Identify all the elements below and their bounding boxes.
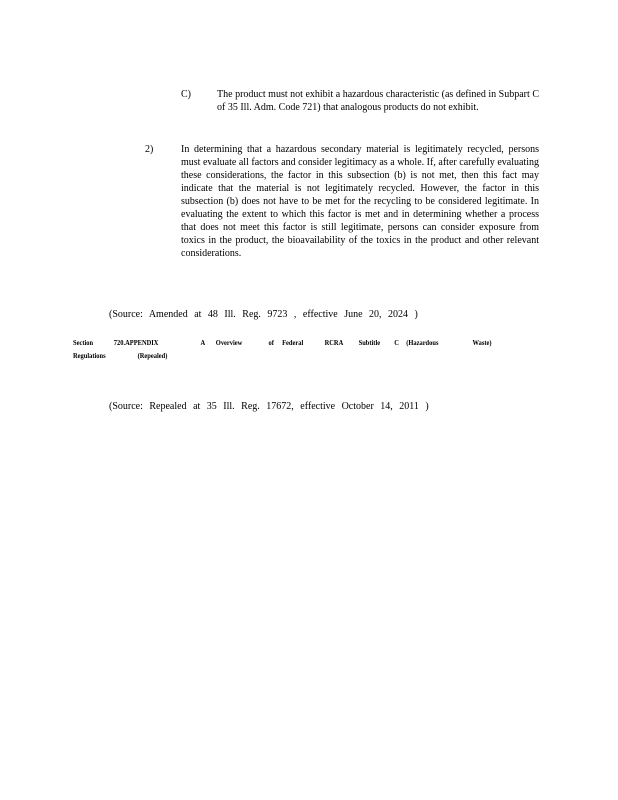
heading-word: Section <box>73 338 94 347</box>
item-text-2: In determining that a hazardous secondary material is legitimately recycled, persons must evaluate all factors and consider legitimacy as a whole. If, after carefully evaluating these considerations, the factor in this subsection (b) is not met, then this fact may indicate that the material is not legitimately recycled. However, the factor in this subsection (b) does not have to be met for the recycling to be considered legitimate. In evaluating the extent to which this factor is met and in determining whether a process that does not meet this factor is still legitimate, persons can consider exposure from toxics in the product, the bioavailability of the toxics in the product and other relevant considerations. <box>181 144 539 259</box>
source-note-repealed: (Source: Repealed at 35 Ill. Reg. 17672, effective October 14, 2011 ) <box>109 401 429 412</box>
item-label-2: 2) <box>145 144 154 155</box>
heading-word: Overview <box>215 338 243 347</box>
heading-word: Subtitle <box>358 338 381 347</box>
item-text-c: The product must not exhibit a hazardous characteristic (as defined in Subpart C of 35 Ill. Adm. Code 721) that analogous products do not exhibit. <box>217 89 539 113</box>
source-note-amended: (Source: Amended at 48 Ill. Reg. 9723 , effective June 20, 2024 ) <box>109 309 418 320</box>
heading-word: C <box>394 338 399 347</box>
heading-word: (Hazardous <box>406 338 439 347</box>
section-heading-line-1 <box>73 336 492 349</box>
item-label-c: C) <box>181 89 191 100</box>
heading-word: Federal <box>282 338 304 347</box>
heading-word: Waste) <box>472 338 492 347</box>
section-heading <box>73 336 492 362</box>
heading-word: A <box>200 338 206 347</box>
section-heading-line-2 <box>73 349 439 362</box>
heading-word: 720.APPENDIX <box>113 338 159 347</box>
heading-word: (Repealed) <box>137 351 168 360</box>
heading-word: of <box>268 338 274 347</box>
heading-word: Regulations <box>73 351 106 360</box>
heading-word: RCRA <box>324 338 344 347</box>
